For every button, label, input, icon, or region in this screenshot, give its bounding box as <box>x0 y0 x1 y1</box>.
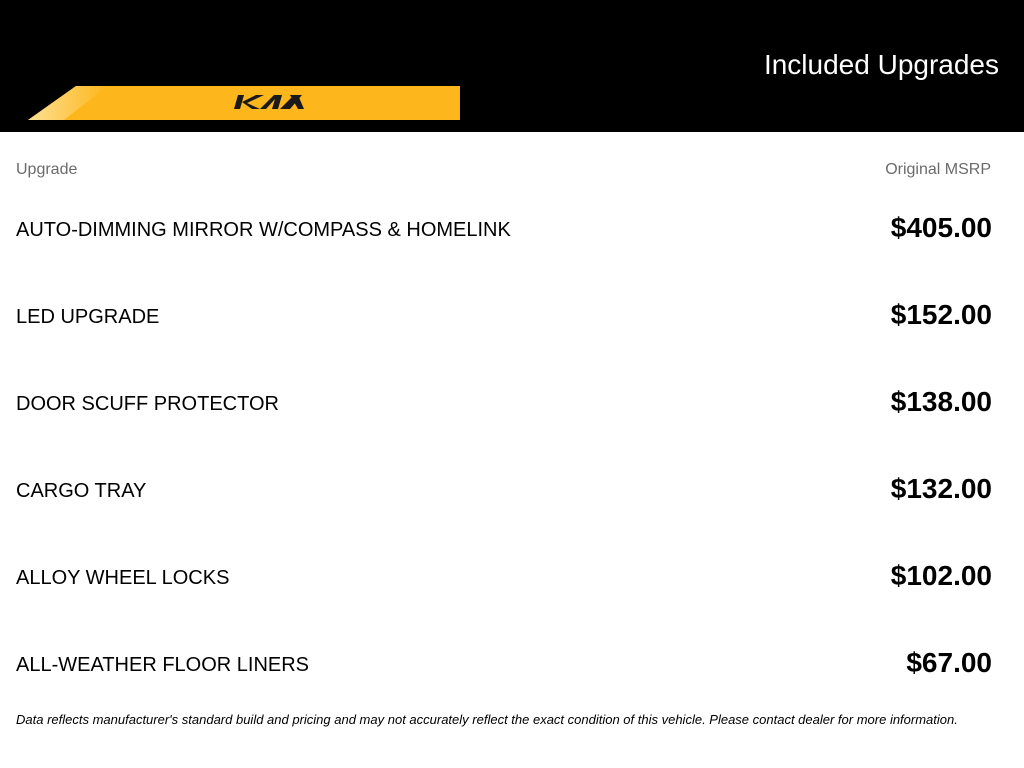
upgrade-price: $405.00 <box>890 212 992 243</box>
kia-logo-banner <box>28 86 460 120</box>
upgrade-row <box>16 546 992 633</box>
disclaimer-text: Data reflects manufacturer's standard build and pricing and may not accurately reflect the exact condition of this vehicle. Please contact dealer for more information. <box>16 712 958 727</box>
upgrade-price: $67.00 <box>906 647 992 678</box>
upgrade-row <box>16 285 992 372</box>
upgrade-row <box>16 372 992 459</box>
upgrades-list <box>16 198 992 720</box>
page-title: Included Upgrades <box>763 49 999 80</box>
column-headers <box>16 160 992 180</box>
upgrade-price: $132.00 <box>890 473 992 504</box>
upgrade-name: ALLOY WHEEL LOCKS <box>16 567 230 589</box>
upgrade-name: CARGO TRAY <box>16 480 147 502</box>
upgrade-name: AUTO-DIMMING MIRROR W/COMPASS & HOMELINK <box>16 219 511 241</box>
upgrade-price: $102.00 <box>890 560 992 591</box>
upgrade-price: $152.00 <box>890 299 992 330</box>
upgrade-row <box>16 198 992 285</box>
upgrade-price: $138.00 <box>890 386 992 417</box>
header-banner <box>0 0 1024 132</box>
upgrade-name: LED UPGRADE <box>16 306 160 328</box>
column-header-upgrade: Upgrade <box>16 161 78 178</box>
upgrade-row <box>16 633 992 720</box>
upgrade-name: DOOR SCUFF PROTECTOR <box>16 393 279 415</box>
upgrade-name: ALL-WEATHER FLOOR LINERS <box>16 654 310 676</box>
column-header-msrp: Original MSRP <box>885 161 991 178</box>
upgrade-row <box>16 459 992 546</box>
